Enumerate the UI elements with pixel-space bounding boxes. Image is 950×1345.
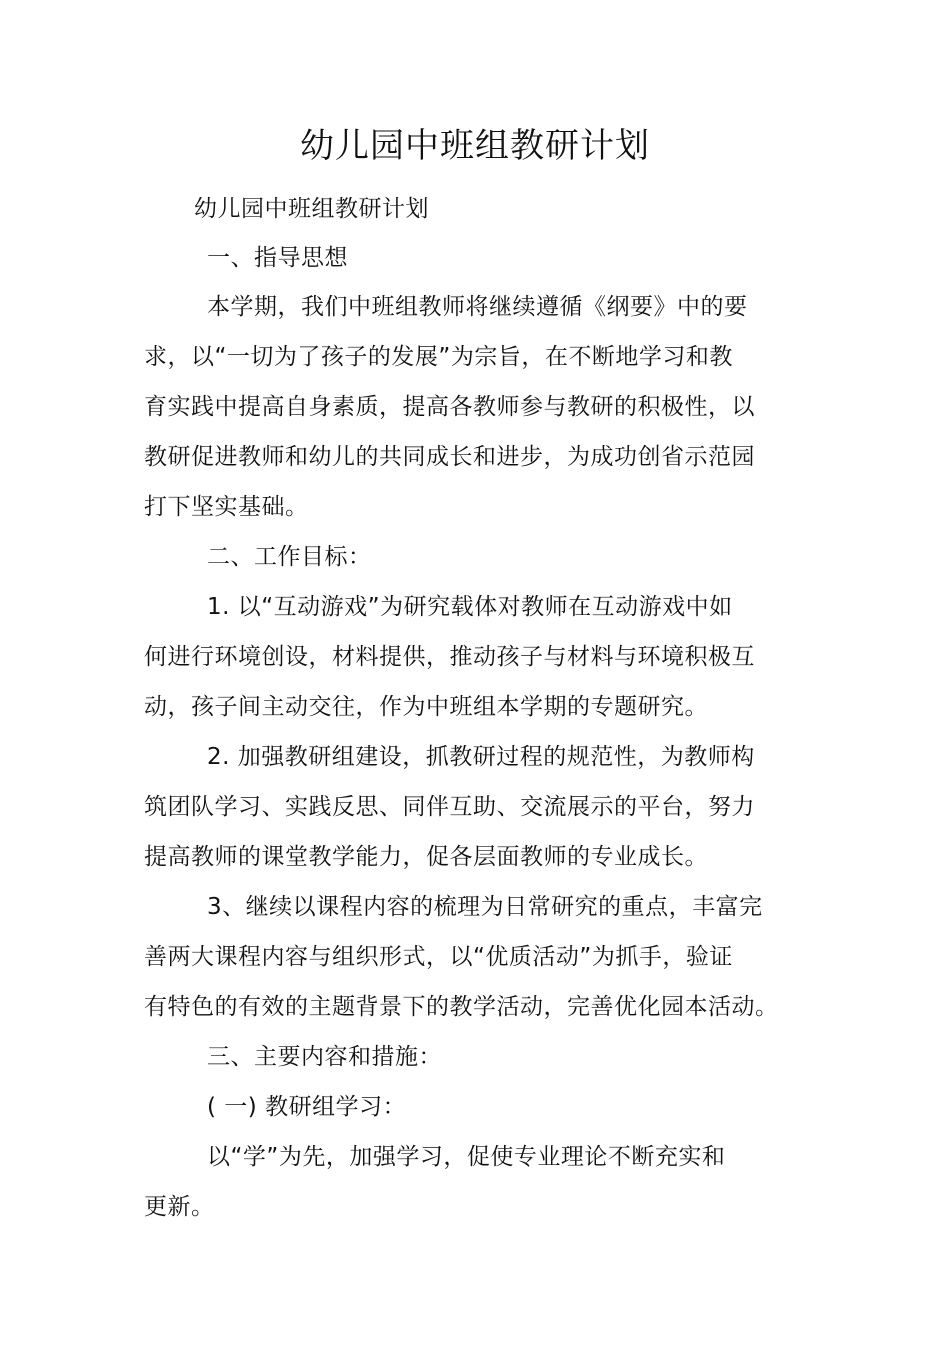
section-heading-1: 一、指导思想 xyxy=(207,245,348,271)
paragraph-line: 教研促进教师和幼儿的共同成长和进步，为成功创省示范园 xyxy=(144,444,755,470)
subsection-heading: ( 一) 教研组学习： xyxy=(207,1094,407,1120)
section-heading-3: 三、主要内容和措施： xyxy=(207,1044,442,1070)
paragraph-line: 筑团队学习、实践反思、同伴互助、交流展示的平台，努力 xyxy=(144,794,755,820)
paragraph-line: 打下坚实基础。 xyxy=(144,494,309,520)
paragraph-line: 善两大课程内容与组织形式，以“优质活动”为抓手，验证 xyxy=(144,944,733,970)
paragraph-line: 2. 加强教研组建设，抓教研过程的规范性，为教师构 xyxy=(207,744,755,770)
document-title: 幼儿园中班组教研计划 xyxy=(300,126,650,166)
paragraph-line: 有特色的有效的主题背景下的教学活动，完善优化园本活动。 xyxy=(144,994,779,1020)
paragraph-line: 何进行环境创设，材料提供，推动孩子与材料与环境积极互 xyxy=(144,644,755,670)
section-heading-2: 二、工作目标： xyxy=(207,544,372,570)
subtitle-line: 幼儿园中班组教研计划 xyxy=(194,196,429,222)
paragraph-line: 本学期，我们中班组教师将继续遵循《纲要》中的要 xyxy=(207,294,748,320)
paragraph-line: 提高教师的课堂教学能力，促各层面教师的专业成长。 xyxy=(144,844,708,870)
paragraph-line: 育实践中提高自身素质，提高各教师参与教研的积极性，以 xyxy=(144,394,755,420)
paragraph-line: 更新。 xyxy=(144,1194,215,1220)
paragraph-line: 求，以“一切为了孩子的发展”为宗旨，在不断地学习和教 xyxy=(144,344,733,370)
paragraph-line: 动，孩子间主动交往，作为中班组本学期的专题研究。 xyxy=(144,694,708,720)
paragraph-line: 1. 以“互动游戏”为研究载体对教师在互动游戏中如 xyxy=(207,594,733,620)
paragraph-line: 3、继续以课程内容的梳理为日常研究的重点，丰富完 xyxy=(207,894,763,920)
paragraph-line: 以“学”为先，加强学习，促使专业理论不断充实和 xyxy=(207,1144,726,1170)
